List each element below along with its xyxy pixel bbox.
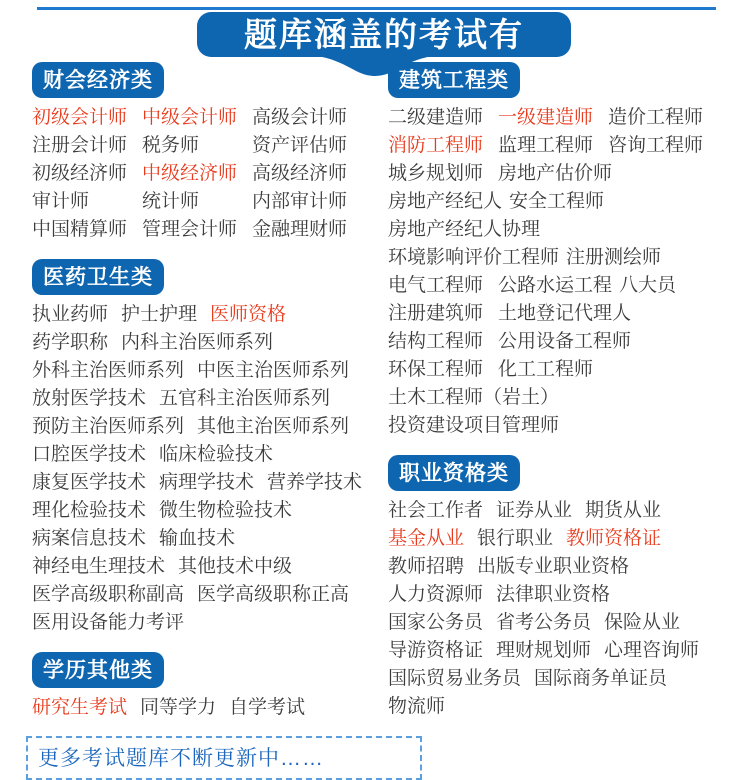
exam-row bbox=[32, 104, 382, 132]
exam-item[interactable]: 国家公务员 bbox=[388, 612, 484, 633]
exam-row bbox=[32, 216, 382, 244]
exam-row bbox=[32, 694, 382, 722]
exam-item[interactable]: 房地产经纪人协理 bbox=[388, 219, 541, 240]
exam-item[interactable]: 营养学技术 bbox=[267, 472, 363, 493]
exam-row bbox=[388, 497, 746, 525]
exam-item[interactable]: 内科主治医师系列 bbox=[121, 332, 274, 353]
exam-item[interactable]: 自学考试 bbox=[229, 697, 306, 718]
exam-row bbox=[388, 188, 746, 216]
exam-item[interactable]: 口腔医学技术 bbox=[32, 444, 147, 465]
exam-item[interactable]: 监理工程师 bbox=[498, 135, 594, 156]
exam-item[interactable]: 同等学力 bbox=[140, 697, 217, 718]
exam-item[interactable]: 康复医学技术 bbox=[32, 472, 147, 493]
category-badge: 学历其他类 bbox=[32, 652, 164, 688]
exam-item[interactable]: 统计师 bbox=[142, 191, 200, 212]
category-badge: 财会经济类 bbox=[32, 62, 164, 98]
exam-row bbox=[388, 300, 746, 328]
exam-item[interactable]: 土地登记代理人 bbox=[498, 303, 632, 324]
exam-row bbox=[32, 132, 382, 160]
exam-item[interactable]: 造价工程师 bbox=[608, 107, 704, 128]
category-badge: 医药卫生类 bbox=[32, 259, 164, 295]
exam-item[interactable]: 执业药师 bbox=[32, 304, 109, 325]
exam-item[interactable]: 环保工程师 bbox=[388, 359, 484, 380]
exam-item[interactable]: 二级建造师 bbox=[388, 107, 484, 128]
exam-row bbox=[388, 412, 746, 440]
exam-row bbox=[32, 357, 382, 385]
exam-item[interactable]: 中级经济师 bbox=[142, 163, 238, 184]
exam-row bbox=[32, 188, 382, 216]
exam-row bbox=[32, 413, 382, 441]
exam-item[interactable]: 物流师 bbox=[388, 696, 446, 717]
exam-item[interactable]: 安全工程师 bbox=[509, 191, 605, 212]
exam-row bbox=[388, 272, 746, 300]
exam-item[interactable]: 高级会计师 bbox=[252, 107, 348, 128]
exam-row bbox=[32, 609, 382, 637]
exam-item[interactable]: 管理会计师 bbox=[142, 219, 238, 240]
exam-item[interactable]: 医用设备能力考评 bbox=[32, 612, 185, 633]
exam-item[interactable]: 注册建筑师 bbox=[388, 303, 484, 324]
exam-item[interactable]: 高级经济师 bbox=[252, 163, 348, 184]
page-title: 题库涵盖的考试有 bbox=[244, 16, 524, 53]
exam-row bbox=[388, 216, 746, 244]
exam-item[interactable]: 医学高级职称副高 bbox=[32, 584, 185, 605]
exam-item[interactable]: 理财规划师 bbox=[496, 640, 592, 661]
exam-item[interactable]: 咨询工程师 bbox=[608, 135, 704, 156]
exam-item[interactable]: 微生物检验技术 bbox=[159, 500, 293, 521]
exam-item[interactable]: 其他主治医师系列 bbox=[197, 416, 350, 437]
exam-row bbox=[388, 609, 746, 637]
exam-row bbox=[388, 132, 746, 160]
exam-item[interactable]: 电气工程师 bbox=[388, 275, 484, 296]
exam-item[interactable]: 初级经济师 bbox=[32, 163, 128, 184]
category-section-right-0 bbox=[388, 62, 746, 440]
page-title-banner bbox=[197, 12, 571, 57]
exam-item[interactable]: 城乡规划师 bbox=[388, 163, 484, 184]
exam-item[interactable]: 省考公务员 bbox=[496, 612, 592, 633]
exam-item[interactable]: 八大员 bbox=[619, 275, 677, 296]
exam-item[interactable]: 公路水运工程 bbox=[498, 275, 613, 296]
exam-item[interactable]: 五官科主治医师系列 bbox=[159, 388, 331, 409]
exam-item[interactable]: 社会工作者 bbox=[388, 500, 484, 521]
exam-row bbox=[32, 301, 382, 329]
exam-item[interactable]: 保险从业 bbox=[604, 612, 681, 633]
exam-row bbox=[32, 385, 382, 413]
exam-item[interactable]: 出版专业职业资格 bbox=[477, 556, 630, 577]
exam-item[interactable]: 心理咨询师 bbox=[604, 640, 700, 661]
exam-row bbox=[388, 104, 746, 132]
exam-item[interactable]: 环境影响评价工程师 bbox=[388, 247, 560, 268]
exam-row bbox=[32, 553, 382, 581]
category-badge: 职业资格类 bbox=[388, 455, 520, 491]
top-divider-line bbox=[37, 7, 716, 10]
banner-tail-icon bbox=[308, 55, 442, 76]
exam-item[interactable]: 金融理财师 bbox=[252, 219, 348, 240]
exam-item[interactable]: 临床检验技术 bbox=[159, 444, 274, 465]
exam-item[interactable]: 医师资格 bbox=[210, 304, 287, 325]
exam-item[interactable]: 投资建设项目管理师 bbox=[388, 415, 560, 436]
exam-row bbox=[388, 384, 746, 412]
exam-row bbox=[388, 244, 746, 272]
exam-item[interactable]: 税务师 bbox=[142, 135, 200, 156]
exam-row bbox=[32, 441, 382, 469]
exam-item[interactable]: 中国精算师 bbox=[32, 219, 128, 240]
exam-item[interactable]: 房地产经纪人 bbox=[388, 191, 503, 212]
exam-item[interactable]: 注册会计师 bbox=[32, 135, 128, 156]
exam-row bbox=[388, 356, 746, 384]
exam-item[interactable]: 化工工程师 bbox=[498, 359, 594, 380]
exam-row bbox=[388, 581, 746, 609]
exam-row bbox=[32, 497, 382, 525]
exam-row bbox=[388, 553, 746, 581]
exam-item[interactable]: 法律职业资格 bbox=[496, 584, 611, 605]
exam-item[interactable]: 输血技术 bbox=[159, 528, 236, 549]
exam-item[interactable]: 证券从业 bbox=[496, 500, 573, 521]
exam-row bbox=[32, 160, 382, 188]
exam-item[interactable]: 医学高级职称正高 bbox=[197, 584, 350, 605]
exam-item[interactable]: 内部审计师 bbox=[252, 191, 348, 212]
exam-item[interactable]: 放射医学技术 bbox=[32, 388, 147, 409]
exam-item[interactable]: 审计师 bbox=[32, 191, 90, 212]
exam-row bbox=[32, 525, 382, 553]
more-exams-notice: 更多考试题库不断更新中…… bbox=[26, 736, 422, 780]
exam-item[interactable]: 国际贸易业务员 bbox=[388, 668, 522, 689]
exam-item[interactable]: 结构工程师 bbox=[388, 331, 484, 352]
exam-item[interactable]: 消防工程师 bbox=[388, 135, 484, 156]
exam-row bbox=[32, 581, 382, 609]
exam-row bbox=[388, 525, 746, 553]
exam-item[interactable]: 公用设备工程师 bbox=[498, 331, 632, 352]
exam-item[interactable]: 期货从业 bbox=[585, 500, 662, 521]
exam-item[interactable]: 外科主治医师系列 bbox=[32, 360, 185, 381]
right-column bbox=[388, 62, 746, 735]
category-section-left-1 bbox=[32, 259, 382, 637]
exam-item[interactable]: 预防主治医师系列 bbox=[32, 416, 185, 437]
exam-item[interactable]: 教师招聘 bbox=[388, 556, 465, 577]
exam-item[interactable]: 病理学技术 bbox=[159, 472, 255, 493]
exam-item[interactable]: 基金从业 bbox=[388, 528, 465, 549]
exam-item[interactable]: 中级会计师 bbox=[142, 107, 238, 128]
exam-item[interactable]: 房地产估价师 bbox=[498, 163, 613, 184]
exam-item[interactable]: 银行职业 bbox=[477, 528, 554, 549]
exam-row bbox=[32, 469, 382, 497]
exam-item[interactable]: 理化检验技术 bbox=[32, 500, 147, 521]
category-section-left-2 bbox=[32, 652, 382, 722]
category-section-left-0 bbox=[32, 62, 382, 244]
exam-item[interactable]: 教师资格证 bbox=[566, 528, 662, 549]
exam-row bbox=[388, 328, 746, 356]
left-column bbox=[32, 62, 382, 780]
exam-item[interactable]: 人力资源师 bbox=[388, 584, 484, 605]
exam-item[interactable]: 国际商务单证员 bbox=[534, 668, 668, 689]
exam-row bbox=[32, 329, 382, 357]
exam-item[interactable]: 初级会计师 bbox=[32, 107, 128, 128]
category-badge: 建筑工程类 bbox=[388, 62, 520, 98]
exam-item[interactable]: 神经电生理技术 bbox=[32, 556, 166, 577]
exam-row bbox=[388, 160, 746, 188]
exam-item[interactable]: 研究生考试 bbox=[32, 697, 128, 718]
exam-item[interactable]: 一级建造师 bbox=[498, 107, 594, 128]
exam-row bbox=[388, 637, 746, 665]
exam-item[interactable]: 土木工程师（岩土） bbox=[388, 387, 560, 408]
exam-item[interactable]: 病案信息技术 bbox=[32, 528, 147, 549]
exam-item[interactable]: 导游资格证 bbox=[388, 640, 484, 661]
exam-row bbox=[388, 665, 746, 693]
exam-item[interactable]: 注册测绘师 bbox=[566, 247, 662, 268]
exam-item[interactable]: 护士护理 bbox=[121, 304, 198, 325]
exam-row bbox=[388, 693, 746, 721]
exam-item[interactable]: 药学职称 bbox=[32, 332, 109, 353]
exam-item[interactable]: 资产评估师 bbox=[252, 135, 348, 156]
exam-item[interactable]: 中医主治医师系列 bbox=[197, 360, 350, 381]
exam-item[interactable]: 其他技术中级 bbox=[178, 556, 293, 577]
category-section-right-1 bbox=[388, 455, 746, 721]
